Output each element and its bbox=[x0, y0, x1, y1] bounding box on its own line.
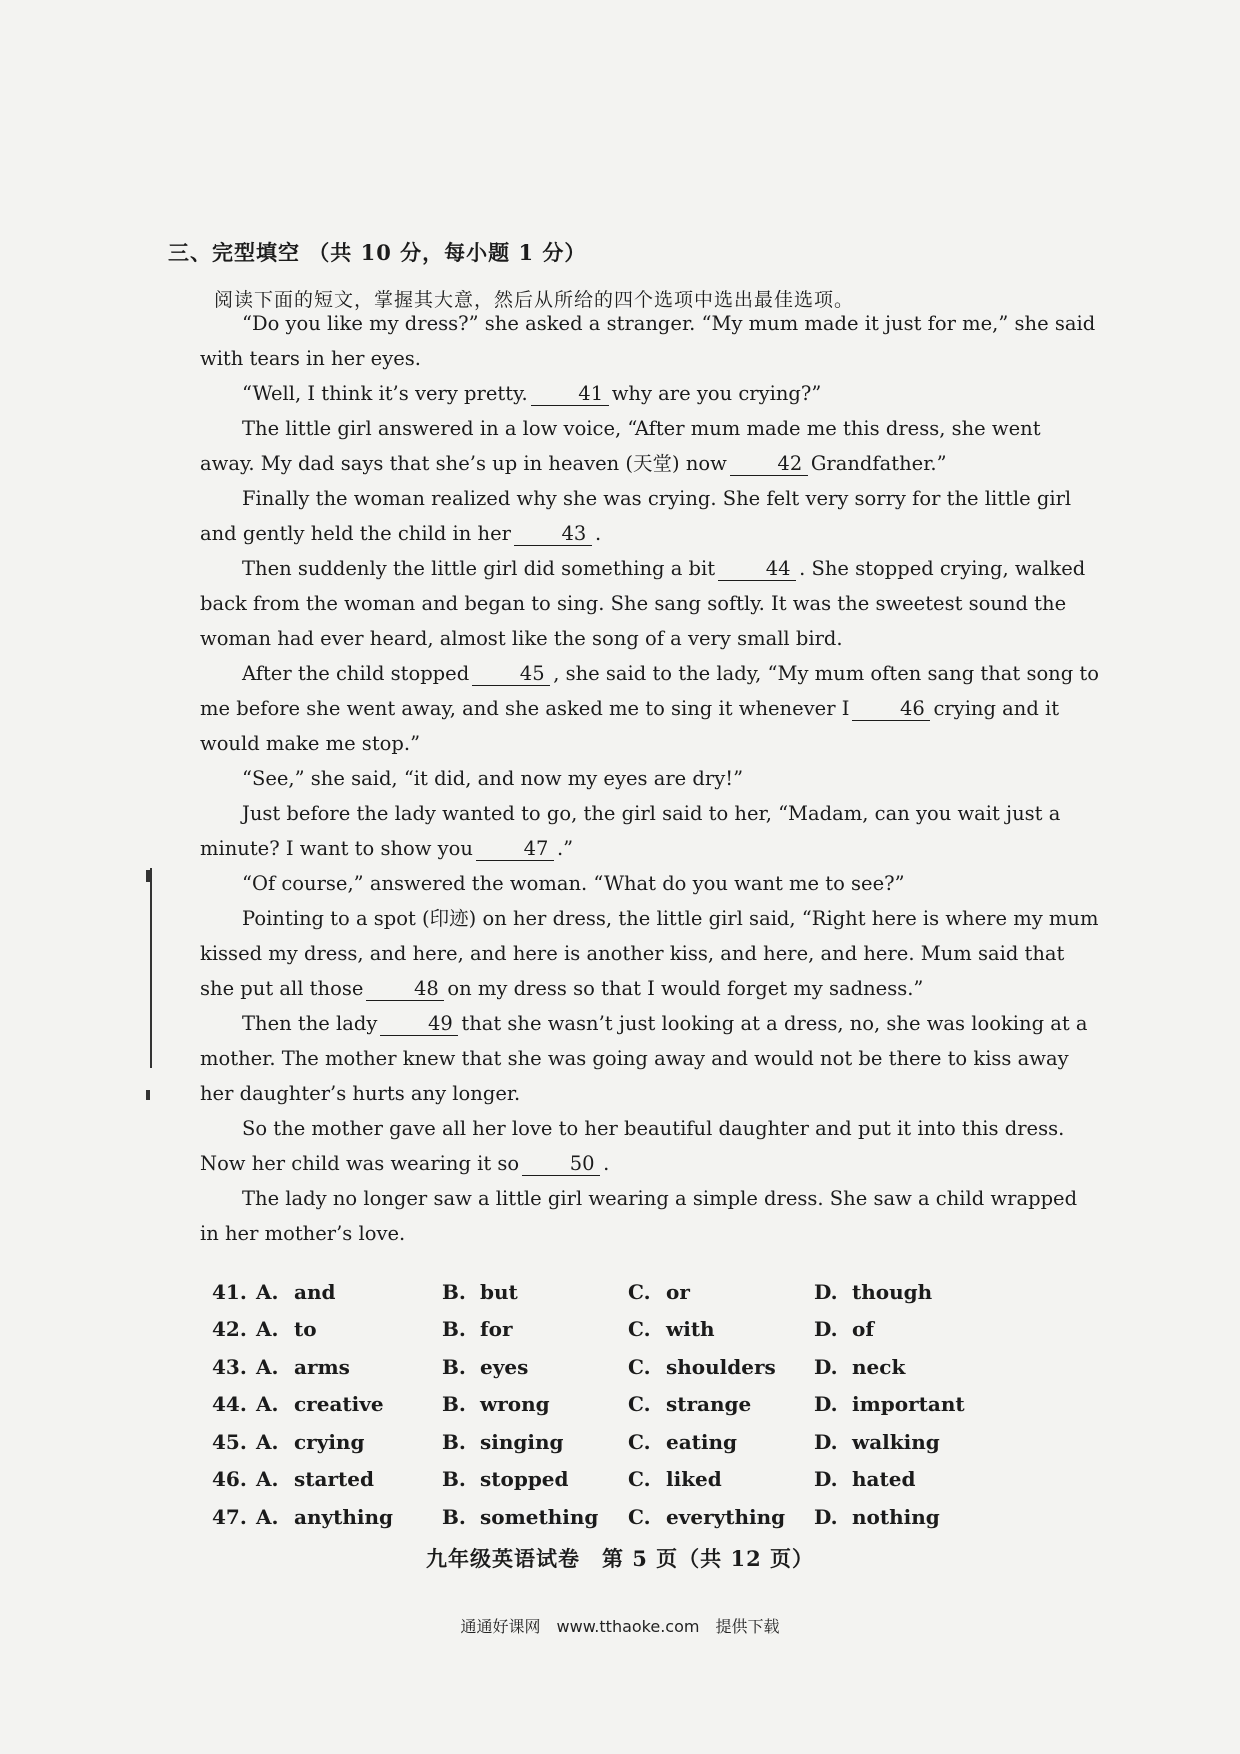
option-row bbox=[212, 1423, 1000, 1461]
option-letter: B. bbox=[442, 1279, 466, 1304]
option-choice bbox=[814, 1392, 1000, 1416]
passage-paragraph bbox=[200, 551, 1100, 656]
option-choice bbox=[256, 1280, 442, 1304]
answer-blank: 44 bbox=[718, 558, 796, 581]
option-word: liked bbox=[666, 1467, 722, 1492]
option-word: shoulders bbox=[666, 1354, 776, 1379]
paragraph-text: “See,” she said, “it did, and now my eyes are dry!” bbox=[242, 767, 744, 790]
option-letter: B. bbox=[442, 1429, 466, 1454]
option-word: for bbox=[480, 1317, 513, 1342]
option-letter: A. bbox=[256, 1467, 279, 1492]
passage-paragraph bbox=[200, 761, 1100, 796]
option-word: and bbox=[294, 1279, 336, 1304]
option-letter: C. bbox=[628, 1392, 651, 1417]
option-letter: A. bbox=[256, 1429, 279, 1454]
passage-paragraph bbox=[200, 481, 1100, 551]
passage-paragraph bbox=[200, 306, 1100, 376]
option-word: singing bbox=[480, 1429, 564, 1454]
answer-options bbox=[212, 1273, 1000, 1536]
option-row bbox=[212, 1386, 1000, 1424]
question-number: 43. bbox=[212, 1354, 247, 1379]
paragraph-text: Then suddenly the little girl did something a bit bbox=[242, 557, 716, 580]
answer-blank: 47 bbox=[476, 838, 554, 861]
answer-blank: 49 bbox=[380, 1013, 458, 1036]
option-letter: D. bbox=[814, 1504, 838, 1529]
binding-tick-mark bbox=[146, 870, 152, 882]
option-choice bbox=[442, 1280, 628, 1304]
option-word: crying bbox=[294, 1429, 365, 1454]
option-choice bbox=[628, 1280, 814, 1304]
option-letter: A. bbox=[256, 1317, 279, 1342]
paragraph-text: So the mother gave all her love to her beautiful daughter and put it into this dress. Now her child was wearing it so bbox=[200, 1117, 1065, 1175]
option-word: eating bbox=[666, 1429, 738, 1454]
answer-blank: 41 bbox=[531, 383, 609, 406]
option-letter: D. bbox=[814, 1317, 838, 1342]
paragraph-text: on my dress so that I would forget my sadness.” bbox=[447, 977, 924, 1000]
paragraph-text: , she said to the lady, “My mum often sang that song to me before she went away, and she asked me to sing it whenever I bbox=[200, 662, 1100, 720]
option-choice bbox=[628, 1467, 814, 1491]
option-letter: A. bbox=[256, 1279, 279, 1304]
option-row bbox=[212, 1498, 1000, 1536]
option-word: stopped bbox=[480, 1467, 569, 1492]
paragraph-text: .” bbox=[556, 837, 574, 860]
question-number: 41. bbox=[212, 1279, 247, 1304]
paragraph-text: . She stopped crying, walked back from the woman and began to sing. She sang softly. It was the sweetest sound the woman had ever heard, almost like the song of a very small bird. bbox=[200, 557, 1086, 650]
option-word: strange bbox=[666, 1392, 752, 1417]
paragraph-text: The little girl answered in a low voice, “After mum made me this dress, she went away. My dad says that she’s up in heaven (天堂) now bbox=[200, 417, 1041, 475]
paragraph-text: “Of course,” answered the woman. “What do you want me to see?” bbox=[242, 872, 905, 895]
answer-blank: 45 bbox=[472, 663, 550, 686]
answer-blank: 48 bbox=[366, 978, 444, 1001]
answer-blank: 42 bbox=[730, 453, 808, 476]
option-letter: C. bbox=[628, 1504, 651, 1529]
option-choice bbox=[442, 1355, 628, 1379]
paragraph-text: . bbox=[603, 1152, 610, 1175]
question-number: 44. bbox=[212, 1392, 247, 1417]
option-choice bbox=[256, 1317, 442, 1341]
option-choice bbox=[628, 1505, 814, 1529]
passage-paragraph bbox=[200, 866, 1100, 901]
option-word: nothing bbox=[852, 1504, 940, 1529]
option-row bbox=[212, 1273, 1000, 1311]
option-word: or bbox=[666, 1279, 690, 1304]
answer-blank: 43 bbox=[514, 523, 592, 546]
option-choice bbox=[628, 1430, 814, 1454]
option-choice bbox=[256, 1505, 442, 1529]
option-word: important bbox=[852, 1392, 965, 1417]
option-word: arms bbox=[294, 1354, 350, 1379]
passage-paragraph bbox=[200, 376, 1100, 411]
option-letter: C. bbox=[628, 1354, 651, 1379]
option-choice bbox=[442, 1317, 628, 1341]
option-letter: D. bbox=[814, 1467, 838, 1492]
option-word: eyes bbox=[480, 1354, 529, 1379]
option-row bbox=[212, 1461, 1000, 1499]
question-number: 47. bbox=[212, 1504, 247, 1529]
option-word: but bbox=[480, 1279, 518, 1304]
option-letter: C. bbox=[628, 1317, 651, 1342]
option-letter: A. bbox=[256, 1504, 279, 1529]
paragraph-text: . bbox=[594, 522, 602, 545]
paragraph-text: Just before the lady wanted to go, the girl said to her, “Madam, can you wait just a minute? I want to show you bbox=[200, 802, 1061, 860]
page-footer: 九年级英语试卷 第 5 页（共 12 页） bbox=[425, 1546, 815, 1571]
option-choice bbox=[814, 1505, 1000, 1529]
option-word: wrong bbox=[480, 1392, 550, 1417]
paragraph-text: crying and it would make me stop.” bbox=[200, 697, 1060, 755]
option-letter: D. bbox=[814, 1279, 838, 1304]
question-number: 45. bbox=[212, 1429, 247, 1454]
paragraph-text: The lady no longer saw a little girl wearing a simple dress. She saw a child wrapped in her mother’s love. bbox=[200, 1187, 1078, 1245]
paragraph-text: Grandfather.” bbox=[810, 452, 947, 475]
passage-paragraph bbox=[200, 411, 1100, 481]
option-word: anything bbox=[294, 1504, 394, 1529]
option-choice bbox=[814, 1317, 1000, 1341]
option-choice bbox=[814, 1467, 1000, 1491]
option-row bbox=[212, 1311, 1000, 1349]
question-number: 42. bbox=[212, 1317, 247, 1342]
passage-paragraph bbox=[200, 901, 1100, 1006]
option-choice bbox=[442, 1467, 628, 1491]
paragraph-text: Then the lady bbox=[242, 1012, 378, 1035]
paragraph-text: After the child stopped bbox=[242, 662, 470, 685]
option-choice bbox=[256, 1355, 442, 1379]
option-choice bbox=[814, 1355, 1000, 1379]
paragraph-text: that she wasn’t just looking at a dress, no, she was looking at a mother. The mother knew that she was going away and would not be there to kiss away her daughter’s hurts any longer. bbox=[200, 1012, 1088, 1105]
option-letter: B. bbox=[442, 1504, 466, 1529]
option-choice bbox=[256, 1467, 442, 1491]
option-choice bbox=[256, 1430, 442, 1454]
option-word: everything bbox=[666, 1504, 786, 1529]
paragraph-text: Finally the woman realized why she was crying. She felt very sorry for the little girl and gently held the child in her bbox=[200, 487, 1072, 545]
question-number: 46. bbox=[212, 1467, 247, 1492]
option-word: walking bbox=[852, 1429, 940, 1454]
site-watermark: 通通好课网 www.tthaoke.com 提供下载 bbox=[460, 1617, 780, 1636]
section-heading: 三、完型填空 （共 10 分，每小题 1 分） bbox=[168, 240, 587, 265]
option-choice bbox=[628, 1317, 814, 1341]
option-word: neck bbox=[852, 1354, 906, 1379]
passage bbox=[200, 306, 1100, 1251]
option-choice bbox=[256, 1392, 442, 1416]
option-letter: B. bbox=[442, 1317, 466, 1342]
option-choice bbox=[814, 1280, 1000, 1304]
instructions: 阅读下面的短文，掌握其大意，然后从所给的四个选项中选出最佳选项。 bbox=[214, 289, 855, 311]
option-word: creative bbox=[294, 1392, 384, 1417]
option-letter: D. bbox=[814, 1429, 838, 1454]
answer-blank: 50 bbox=[522, 1153, 600, 1176]
option-choice bbox=[814, 1430, 1000, 1454]
paragraph-text: “Do you like my dress?” she asked a stranger. “My mum made it just for me,” she said with tears in her eyes. bbox=[200, 312, 1096, 370]
option-word: to bbox=[294, 1317, 317, 1342]
paragraph-text: “Well, I think it’s very pretty. bbox=[242, 382, 528, 405]
option-word: hated bbox=[852, 1467, 916, 1492]
binding-tick-mark bbox=[146, 1090, 150, 1100]
option-letter: B. bbox=[442, 1354, 466, 1379]
option-choice bbox=[442, 1430, 628, 1454]
option-row bbox=[212, 1348, 1000, 1386]
option-choice bbox=[442, 1505, 628, 1529]
option-choice bbox=[442, 1392, 628, 1416]
passage-paragraph bbox=[200, 656, 1100, 761]
option-letter: D. bbox=[814, 1354, 838, 1379]
passage-paragraph bbox=[200, 1111, 1100, 1181]
passage-paragraph bbox=[200, 1181, 1100, 1251]
option-letter: A. bbox=[256, 1354, 279, 1379]
option-letter: B. bbox=[442, 1467, 466, 1492]
option-letter: B. bbox=[442, 1392, 466, 1417]
option-letter: C. bbox=[628, 1467, 651, 1492]
passage-paragraph bbox=[200, 796, 1100, 866]
option-word: though bbox=[852, 1279, 933, 1304]
paragraph-text: Pointing to a spot (印迹) on her dress, the little girl said, “Right here is where my mum kissed my dress, and here, and here is another kiss, and here, and here. Mum said that she put all those bbox=[200, 907, 1099, 1000]
option-choice bbox=[628, 1355, 814, 1379]
option-choice bbox=[628, 1392, 814, 1416]
option-letter: C. bbox=[628, 1429, 651, 1454]
option-letter: C. bbox=[628, 1279, 651, 1304]
option-letter: A. bbox=[256, 1392, 279, 1417]
answer-blank: 46 bbox=[852, 698, 930, 721]
option-word: something bbox=[480, 1504, 599, 1529]
option-word: started bbox=[294, 1467, 374, 1492]
passage-paragraph bbox=[200, 1006, 1100, 1111]
option-word: of bbox=[852, 1317, 874, 1342]
binding-line-mark bbox=[150, 868, 152, 1068]
paragraph-text: why are you crying?” bbox=[611, 382, 822, 405]
option-word: with bbox=[666, 1317, 715, 1342]
option-letter: D. bbox=[814, 1392, 838, 1417]
